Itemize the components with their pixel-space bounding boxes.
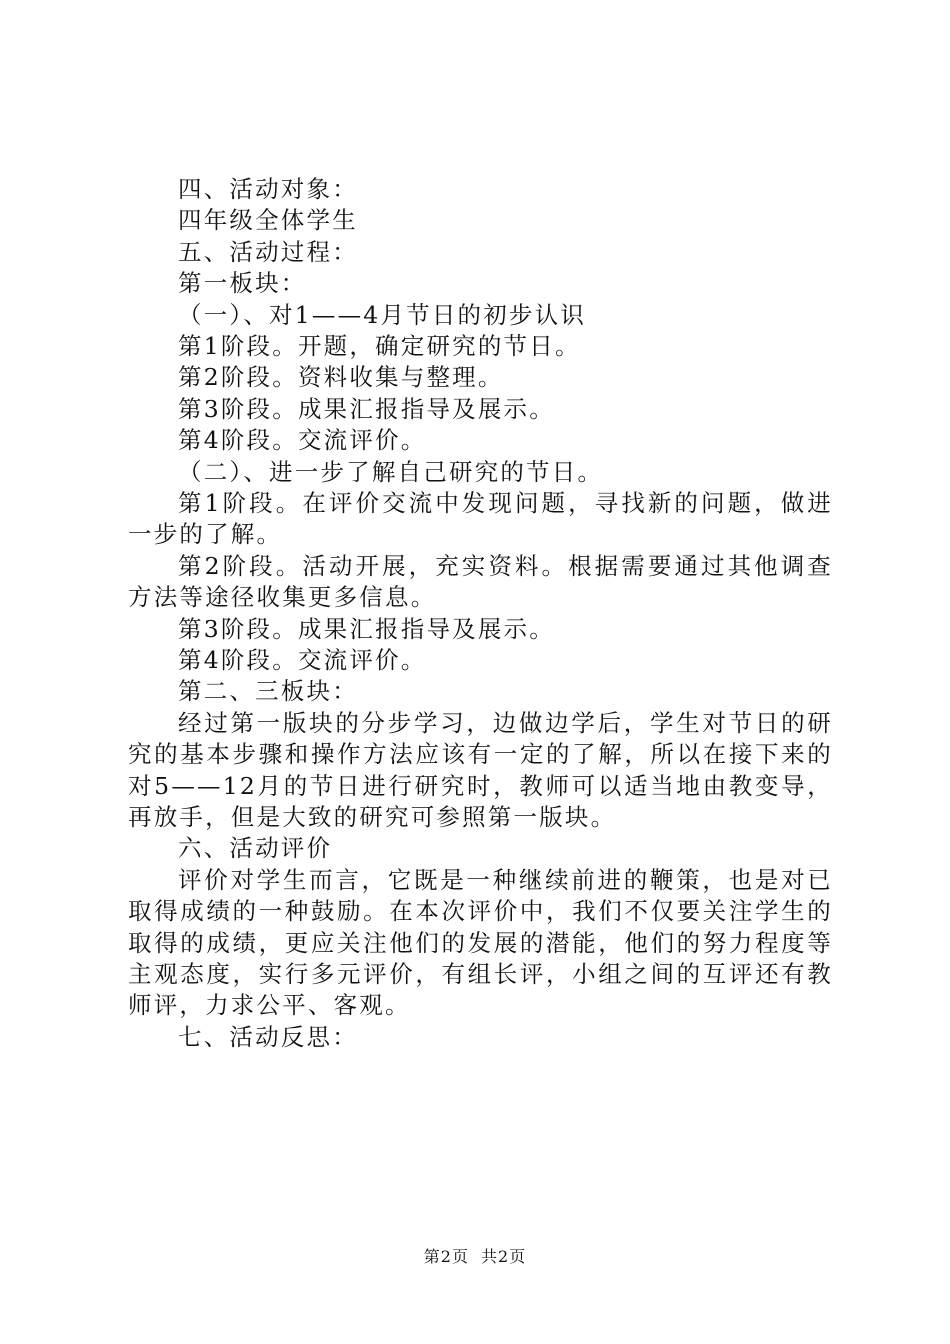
page-number-total: 共2页 [481, 1247, 527, 1266]
page-number-current: 第2页 [423, 1247, 469, 1266]
paragraph-stage-1-followup: 第1阶段。在评价交流中发现问题，寻找新的问题，做进一步的了解。 [128, 488, 833, 549]
page-footer [0, 1244, 950, 1267]
text-stage-1: 第1阶段。开题，确定研究的节日。 [178, 331, 581, 360]
heading-blocks-two-three: 第二、三板块： [178, 677, 358, 706]
paragraph-blocks-two-three: 经过第一版块的分步学习，边做边学后，学生对节日的研究的基本步骤和操作方法应该有一定的了解，所以在接下来的对5——12月的节日进行研究时，教师可以适当地由教变导，再放手，但是大致的研究可参照第一版块。 [128, 708, 833, 831]
text-stage-2: 第2阶段。资料收集与整理。 [178, 363, 504, 392]
heading-activity-process: 五、活动过程： [178, 237, 358, 266]
heading-activity-reflection: 七、活动反思： [178, 1022, 358, 1051]
subheading-part-two: （二）、进一步了解自己研究的节日。 [178, 457, 604, 486]
heading-block-one: 第一板块： [178, 269, 307, 298]
text-stage-4: 第4阶段。交流评价。 [178, 426, 427, 455]
text-stage-4-followup: 第4阶段。交流评价。 [178, 645, 427, 674]
text-stage-3: 第3阶段。成果汇报指导及展示。 [178, 394, 555, 423]
heading-activity-evaluation: 六、活动评价 [178, 834, 333, 863]
text-target-students: 四年级全体学生 [178, 206, 358, 235]
paragraph-evaluation: 评价对学生而言，它既是一种继续前进的鞭策，也是对已取得成绩的一种鼓励。在本次评价中，我们不仅要关注学生的取得的成绩，更应关注他们的发展的潜能，他们的努力程度等主观态度，实行多元评价，有组长评，小组之间的互评还有教师评，力求公平、客观。 [128, 865, 833, 1020]
document-body [128, 174, 833, 1053]
subheading-part-one: （一）、对1——4月节日的初步认识 [178, 300, 587, 329]
text-stage-3-followup: 第3阶段。成果汇报指导及展示。 [178, 614, 555, 643]
paragraph-stage-2-followup: 第2阶段。活动开展，充实资料。根据需要通过其他调查方法等途径收集更多信息。 [128, 551, 833, 612]
heading-activity-target: 四、活动对象： [178, 175, 358, 203]
